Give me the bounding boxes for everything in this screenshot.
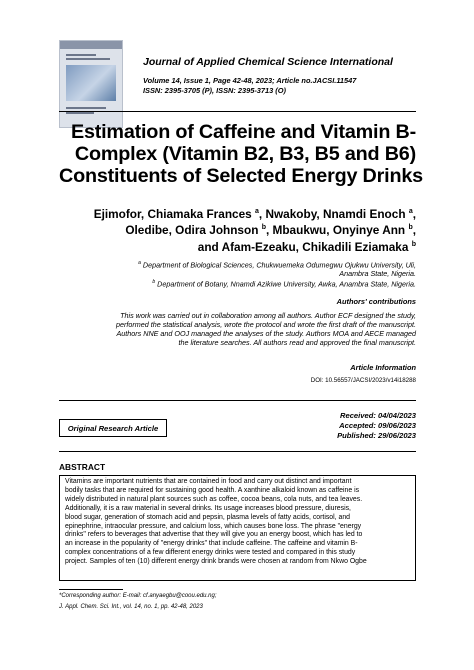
abstract-line: drinks" refers to beverages that advertise that they will give you an energy boost, which has led to [65,531,363,539]
doi-link[interactable]: DOI: 10.56557/JACSI/2023/v14i18288 [310,377,416,384]
title-line: Estimation of Caffeine and Vitamin B- [70,121,416,143]
abstract-line: blood sugar, generation of stomach acid and pepsin, plasma levels of fatty acids, cortisol, and [65,513,350,521]
article-dates [337,411,416,441]
title-line: Constituents of Selected Energy Drinks [59,165,423,187]
abstract-line: an increase in the popularity of "energy drinks" that include caffeine. The caffeine and vitamin B- [65,540,358,548]
abstract-line: widely distributed in natural plant sources such as coffee, cocoa beans, cola nuts, and tea leaves. [65,495,363,503]
journal-cover-thumbnail [59,40,123,128]
abstract-line: complex concentrations of a few different energy drinks were tested and compared in this study [65,549,356,557]
author-line: and Afam-Ezeaku, Chikadili Eziamaka $^b$ [197,239,416,254]
abstract-line: Additionally, it is a raw material in several drinks. Its usage increases blood pressure, diuresis, [65,504,351,512]
contrib-line: the literature searches. All authors read and approved the final manuscript. [178,338,416,347]
header-rule [59,111,416,112]
abstract-box [59,475,416,581]
contrib-line: performed the statistical analysis, wrote the protocol and wrote the first draft of the manuscript. [115,320,416,329]
abstract-line: bodily tasks that are required for sustaining good health. A xanthine alkaloid known as caffeine is [65,486,360,494]
affiliations [59,259,416,289]
citation-footer: J. Appl. Chem. Sci. Int., vol. 14, no. 1, pp. 42-48, 2023 [59,604,203,610]
published-date: Published: 29/06/2023 [337,431,416,440]
contributions-text [59,311,416,347]
journal-info [143,56,443,95]
info-rule [59,400,416,401]
affiliation-b: $^b$ Department of Botany, Nnamdi Azikiwe University, Awka, Anambra State, Nigeria. [152,279,416,289]
author-line: Oledibe, Odira Johnson $^b$, Mbaukwu, Onyinye Ann $^b$, [125,223,416,238]
paper-title [59,121,423,187]
article-type-badge: Original Research Article [59,419,167,437]
accepted-date: Accepted: 09/06/2023 [339,421,416,430]
affiliation-a: $^a$ Department of Biological Sciences, Chukwuemeka Odumegwu Ojukwu University, Uli, [138,260,416,270]
journal-volume: Volume 14, Issue 1, Page 42-48, 2023; Article no.JACSI.11547 [143,76,357,85]
journal-issn: ISSN: 2395-3705 (P), ISSN: 2395-3713 (O) [143,86,286,95]
contrib-line: Authors NNE and OOJ managed the analyses of the study. Authors MOA and AECE managed [116,329,416,338]
author-line: Ejimofor, Chiamaka Frances $^a$, Nwakoby, Nnamdi Enoch $^a$, [93,206,416,221]
abstract-heading: ABSTRACT [59,462,106,472]
affiliation-a-cont: Anambra State, Nigeria. [339,269,416,279]
contributions-heading: Authors' contributions [336,297,416,306]
article-info-heading: Article Information [350,363,416,372]
footnote-rule [59,589,123,590]
abstract-line: project. Samples of ten (10) different energy drink brands were chosen at random from Nkwo Ogbe [65,558,367,566]
dates-rule [59,451,416,452]
received-date: Received: 04/04/2023 [340,411,416,420]
abstract-line: Vitamins are important nutrients that are contained in food and carry out distinct and important [65,478,352,485]
contrib-line: This work was carried out in collaboration among all authors. Author ECF designed the study, [120,311,416,320]
author-list [59,205,416,254]
abstract-line: epinephrine, intraocular pressure, and calcium loss, which causes bone loss. The phrase "energy [65,522,362,530]
title-line: Complex (Vitamin B2, B3, B5 and B6) [74,143,416,165]
journal-name: Journal of Applied Chemical Science International [143,56,393,68]
corresponding-author-note: *Corresponding author: E-mail: cf.anyaegbu@coou.edu.ng; [59,593,217,599]
